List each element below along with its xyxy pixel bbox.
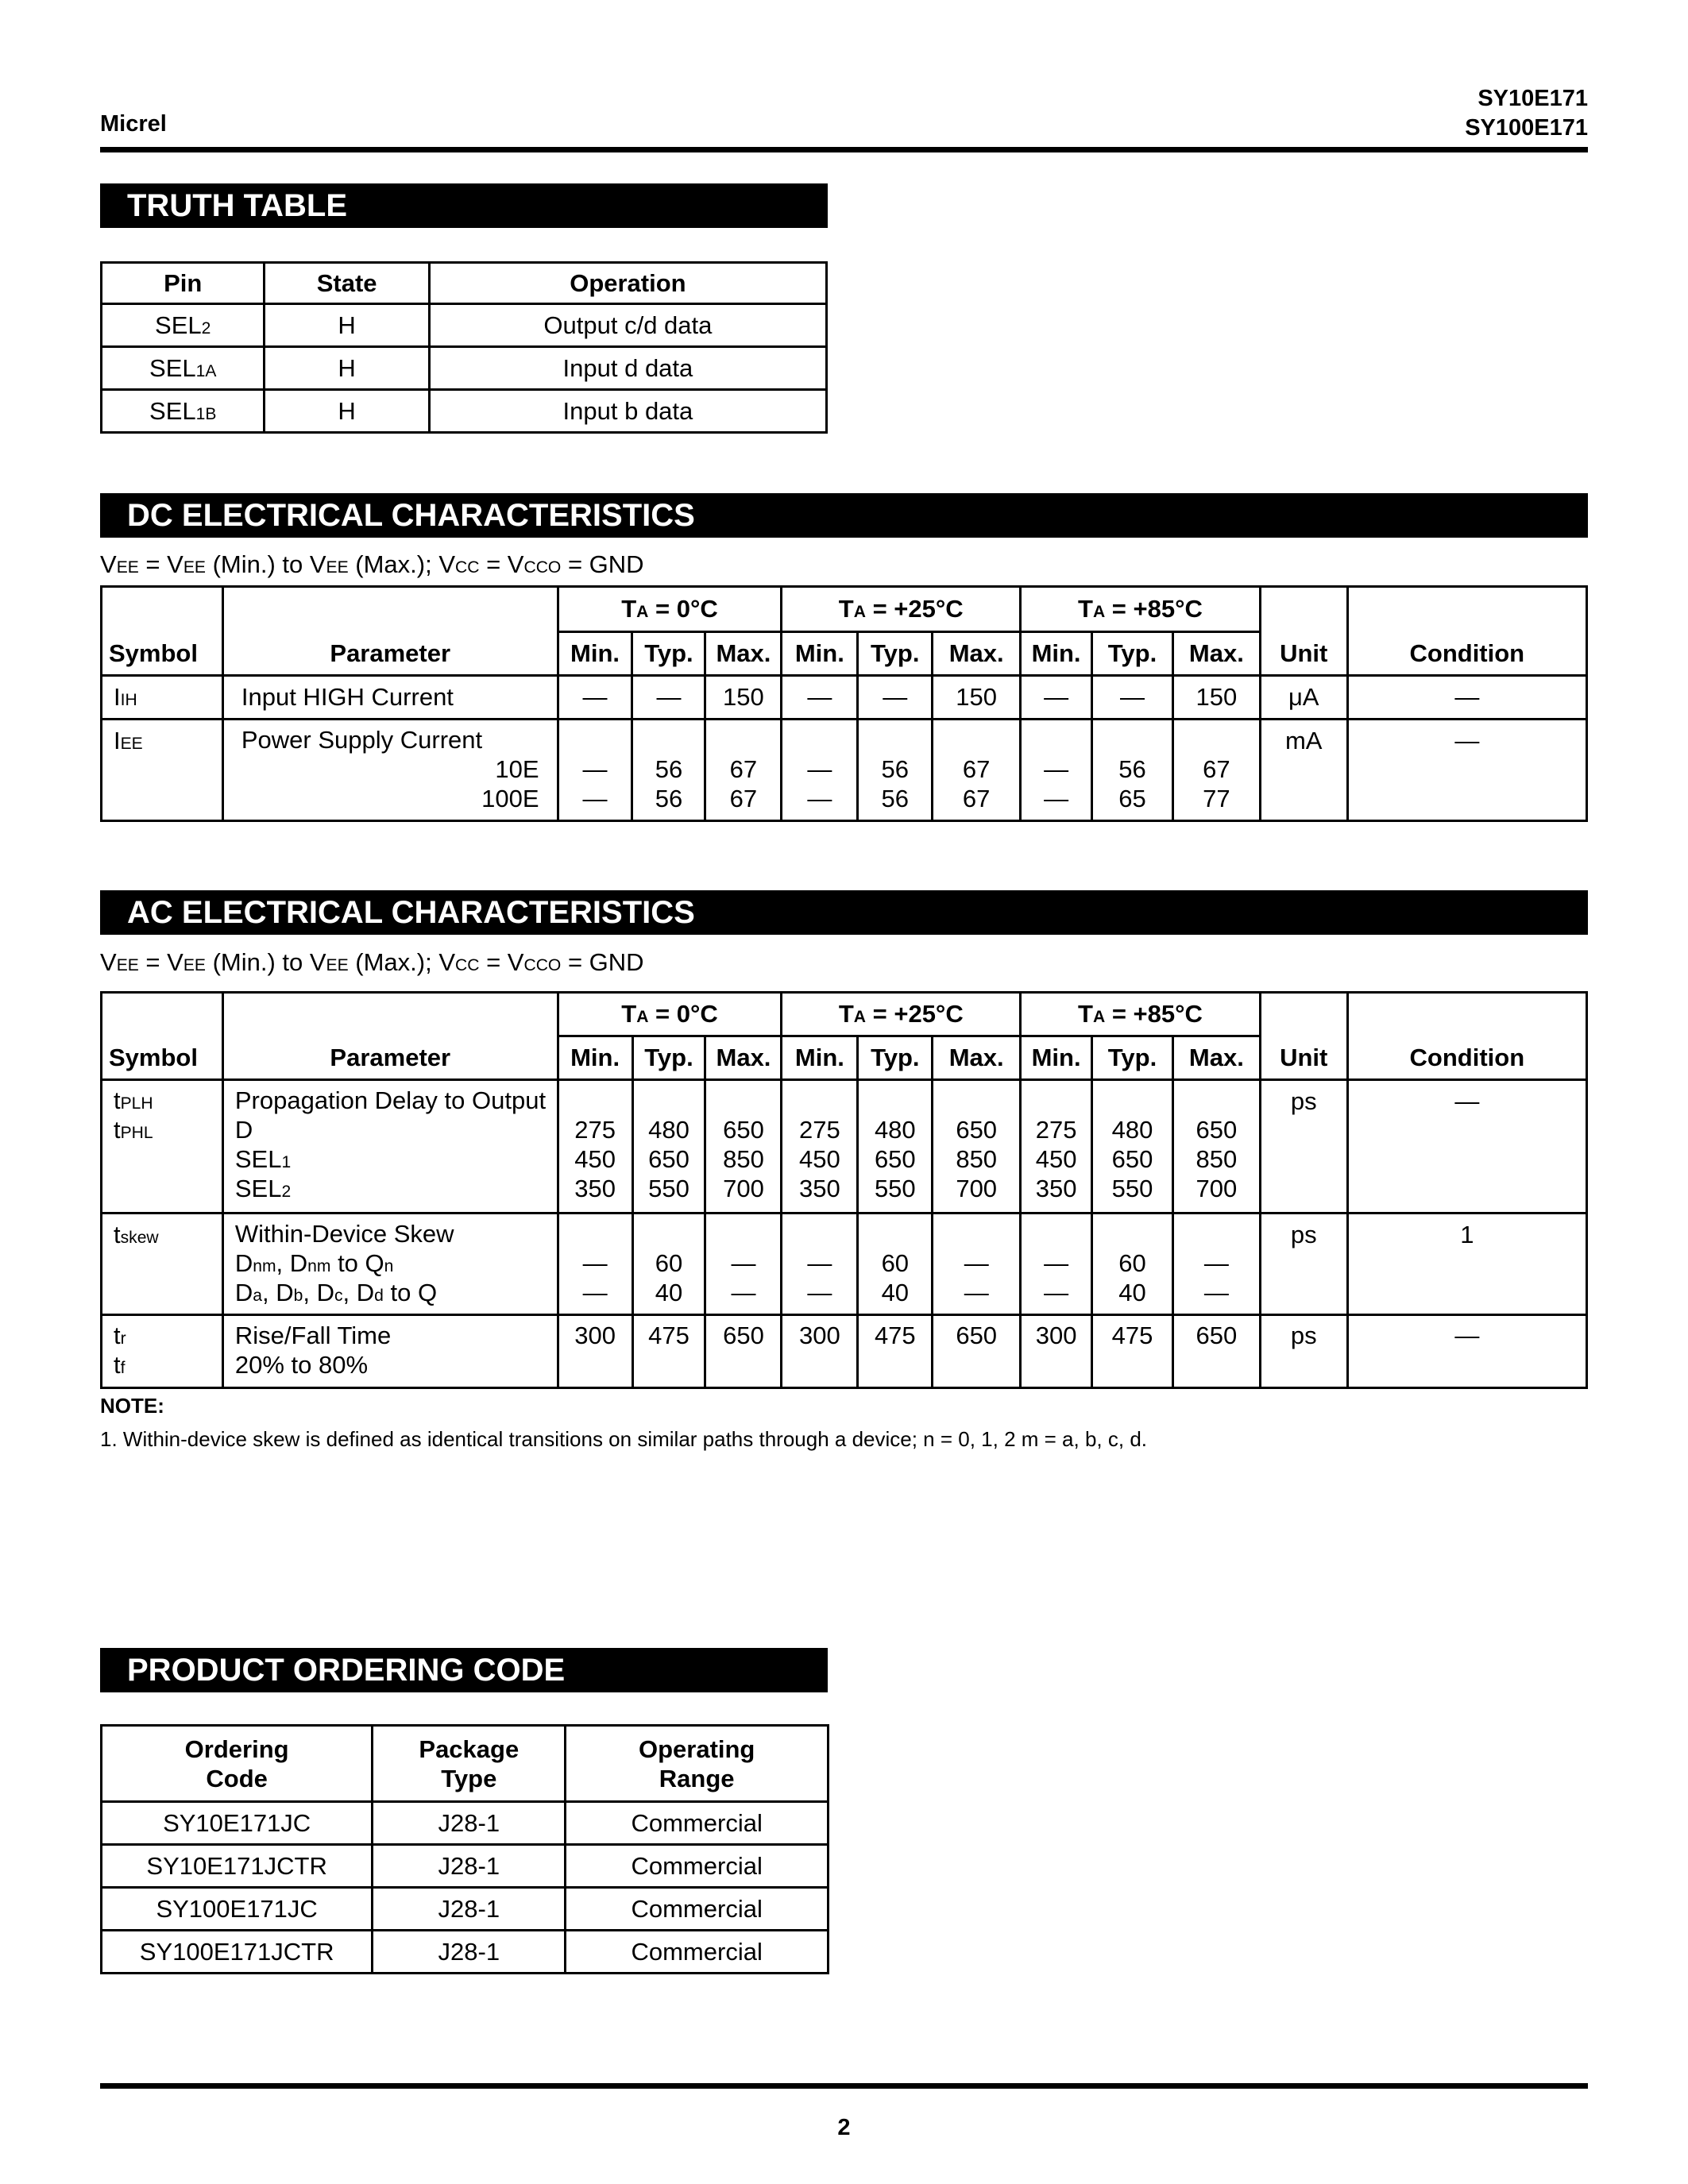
ordering-header-package: Package Type	[373, 1726, 566, 1802]
package-cell: J28-1	[373, 1845, 566, 1888]
condition-cell: —	[1347, 1315, 1586, 1388]
state-cell: H	[265, 347, 429, 390]
ordering-code-cell: SY10E171JC	[102, 1802, 373, 1845]
value-cell: 150	[1172, 676, 1260, 720]
dc-header-max: Max.	[1172, 632, 1260, 676]
value-cell: — —	[782, 1214, 858, 1315]
ac-header-temp-0: TA = 0°C	[558, 993, 782, 1036]
value-cell: —	[1092, 676, 1173, 720]
truth-header-state: State	[265, 263, 429, 304]
ac-characteristics-title: AC ELECTRICAL CHARACTERISTICS	[100, 890, 1588, 935]
state-cell: H	[265, 304, 429, 347]
pin-cell: SEL2	[102, 304, 265, 347]
ac-header-max: Max.	[1172, 1036, 1260, 1080]
value-cell: 275 450 350	[558, 1080, 632, 1214]
value-cell: 650 850 700	[1172, 1080, 1260, 1214]
ac-header-unit: Unit	[1260, 993, 1347, 1080]
ac-header-typ: Typ.	[1092, 1036, 1173, 1080]
ac-header-condition: Condition	[1347, 993, 1586, 1080]
truth-table-title: TRUTH TABLE	[100, 183, 828, 228]
value-cell: 67 67	[933, 720, 1021, 821]
note-title: NOTE:	[100, 1394, 164, 1418]
value-cell: — —	[1021, 720, 1092, 821]
note-text: 1. Within-device skew is defined as identical transitions on similar paths through a device; n = 0, 1, 2 m = a, b, c, d.	[100, 1427, 1148, 1451]
value-cell: —	[632, 676, 705, 720]
ac-header-typ: Typ.	[858, 1036, 933, 1080]
value-cell: 475	[632, 1315, 705, 1388]
dc-header-condition: Condition	[1347, 587, 1586, 676]
value-cell: 56 65	[1092, 720, 1173, 821]
ordering-code-cell: SY100E171JCTR	[102, 1931, 373, 1974]
value-cell: 275 450 350	[782, 1080, 858, 1214]
condition-cell: —	[1347, 1080, 1586, 1214]
range-cell: Commercial	[566, 1845, 829, 1888]
dc-conditions: VEE = VEE (Min.) to VEE (Max.); VCC = VCCO = GND	[100, 550, 644, 578]
dc-header-min: Min.	[782, 632, 858, 676]
table-row	[102, 1888, 829, 1931]
value-cell: 300	[782, 1315, 858, 1388]
ac-header-symbol: Symbol	[102, 993, 223, 1080]
value-cell: 150	[933, 676, 1021, 720]
dc-header-parameter: Parameter	[222, 587, 558, 676]
condition-cell: —	[1347, 720, 1586, 821]
value-cell: 60 40	[632, 1214, 705, 1315]
table-row	[102, 1931, 829, 1974]
dc-header-typ: Typ.	[858, 632, 933, 676]
ac-characteristics-table	[100, 991, 1588, 1389]
operation-cell: Input d data	[429, 347, 826, 390]
table-row	[102, 304, 827, 347]
condition-cell: 1	[1347, 1214, 1586, 1315]
parameter-cell: Input HIGH Current	[222, 676, 558, 720]
value-cell: 480 650 550	[1092, 1080, 1173, 1214]
ac-header-temp-85: TA = +85°C	[1021, 993, 1261, 1036]
header-rule	[100, 147, 1588, 152]
ac-header-max: Max.	[705, 1036, 782, 1080]
dc-header-min: Min.	[558, 632, 632, 676]
ac-header-temp-25: TA = +25°C	[782, 993, 1021, 1036]
dc-characteristics-title: DC ELECTRICAL CHARACTERISTICS	[100, 493, 1588, 538]
value-cell: 300	[1021, 1315, 1092, 1388]
dc-header-min: Min.	[1021, 632, 1092, 676]
value-cell: 56 56	[858, 720, 933, 821]
value-cell: 475	[858, 1315, 933, 1388]
table-row	[102, 1214, 1587, 1315]
value-cell: 650	[933, 1315, 1021, 1388]
value-cell: 300	[558, 1315, 632, 1388]
truth-table	[100, 261, 828, 434]
unit-cell: mA	[1260, 720, 1347, 821]
parameter-cell: Within-Device Skew Dnm, Dnm to Qn Da, Db, Dc, Dd to Q	[222, 1214, 558, 1315]
value-cell: — —	[1172, 1214, 1260, 1315]
ac-header-min: Min.	[558, 1036, 632, 1080]
ac-header-typ: Typ.	[632, 1036, 705, 1080]
ac-conditions: VEE = VEE (Min.) to VEE (Max.); VCC = VCCO = GND	[100, 948, 644, 976]
ordering-code-title: PRODUCT ORDERING CODE	[100, 1648, 828, 1692]
company-name: Micrel	[100, 111, 167, 137]
range-cell: Commercial	[566, 1931, 829, 1974]
value-cell: 650 850 700	[933, 1080, 1021, 1214]
value-cell: 60 40	[1092, 1214, 1173, 1315]
dc-header-temp-85: TA = +85°C	[1021, 587, 1261, 632]
ordering-code-cell: SY10E171JCTR	[102, 1845, 373, 1888]
pin-cell: SEL1B	[102, 390, 265, 433]
dc-header-typ: Typ.	[1092, 632, 1173, 676]
operation-cell: Output c/d data	[429, 304, 826, 347]
truth-header-operation: Operation	[429, 263, 826, 304]
value-cell: — —	[933, 1214, 1021, 1315]
table-row	[102, 1802, 829, 1845]
symbol-cell: tskew	[102, 1214, 223, 1315]
dc-header-max: Max.	[705, 632, 782, 676]
package-cell: J28-1	[373, 1802, 566, 1845]
dc-header-symbol: Symbol	[102, 587, 223, 676]
table-row	[102, 390, 827, 433]
value-cell: —	[1021, 676, 1092, 720]
table-row	[102, 720, 1587, 821]
value-cell: —	[558, 676, 632, 720]
page-number: 2	[837, 2115, 851, 2140]
symbol-cell: IEE	[102, 720, 223, 821]
value-cell: 67 77	[1172, 720, 1260, 821]
dc-header-temp-25: TA = +25°C	[782, 587, 1021, 632]
value-cell: 650	[705, 1315, 782, 1388]
ac-header-min: Min.	[1021, 1036, 1092, 1080]
unit-cell: μA	[1260, 676, 1347, 720]
symbol-cell: IIH	[102, 676, 223, 720]
range-cell: Commercial	[566, 1802, 829, 1845]
ordering-header-code: Ordering Code	[102, 1726, 373, 1802]
value-cell: — —	[705, 1214, 782, 1315]
package-cell: J28-1	[373, 1888, 566, 1931]
value-cell: — —	[558, 1214, 632, 1315]
table-row	[102, 676, 1587, 720]
footer-rule	[100, 2083, 1588, 2089]
ac-header-min: Min.	[782, 1036, 858, 1080]
value-cell: 480 650 550	[858, 1080, 933, 1214]
operation-cell: Input b data	[429, 390, 826, 433]
value-cell: 56 56	[632, 720, 705, 821]
value-cell: 480 650 550	[632, 1080, 705, 1214]
value-cell: 650 850 700	[705, 1080, 782, 1214]
dc-header-typ: Typ.	[632, 632, 705, 676]
parameter-cell: Rise/Fall Time 20% to 80%	[222, 1315, 558, 1388]
range-cell: Commercial	[566, 1888, 829, 1931]
dc-header-unit: Unit	[1260, 587, 1347, 676]
table-row	[102, 347, 827, 390]
ac-header-parameter: Parameter	[222, 993, 558, 1080]
part-number-2: SY100E171	[1465, 115, 1588, 141]
ordering-header-range: Operating Range	[566, 1726, 829, 1802]
truth-header-pin: Pin	[102, 263, 265, 304]
parameter-cell: Power Supply Current 10E 100E	[222, 720, 558, 821]
table-row	[102, 1315, 1587, 1388]
dc-header-temp-0: TA = 0°C	[558, 587, 782, 632]
value-cell: 150	[705, 676, 782, 720]
value-cell: 475	[1092, 1315, 1173, 1388]
value-cell: — —	[782, 720, 858, 821]
state-cell: H	[265, 390, 429, 433]
parameter-cell: Propagation Delay to Output D SEL1 SEL2	[222, 1080, 558, 1214]
value-cell: 650	[1172, 1315, 1260, 1388]
symbol-cell: tPLH tPHL	[102, 1080, 223, 1214]
value-cell: 60 40	[858, 1214, 933, 1315]
unit-cell: ps	[1260, 1315, 1347, 1388]
part-number-1: SY10E171	[1477, 86, 1588, 111]
ordering-code-cell: SY100E171JC	[102, 1888, 373, 1931]
ac-header-max: Max.	[933, 1036, 1021, 1080]
value-cell: 275 450 350	[1021, 1080, 1092, 1214]
value-cell: —	[858, 676, 933, 720]
value-cell: — —	[558, 720, 632, 821]
value-cell: — —	[1021, 1214, 1092, 1315]
ordering-code-table	[100, 1724, 829, 1974]
condition-cell: —	[1347, 676, 1586, 720]
unit-cell: ps	[1260, 1080, 1347, 1214]
unit-cell: ps	[1260, 1214, 1347, 1315]
package-cell: J28-1	[373, 1931, 566, 1974]
table-row	[102, 1080, 1587, 1214]
dc-header-max: Max.	[933, 632, 1021, 676]
pin-cell: SEL1A	[102, 347, 265, 390]
value-cell: 67 67	[705, 720, 782, 821]
part-numbers	[1465, 84, 1588, 143]
table-row	[102, 1845, 829, 1888]
value-cell: —	[782, 676, 858, 720]
dc-characteristics-table	[100, 585, 1588, 822]
symbol-cell: tr tf	[102, 1315, 223, 1388]
